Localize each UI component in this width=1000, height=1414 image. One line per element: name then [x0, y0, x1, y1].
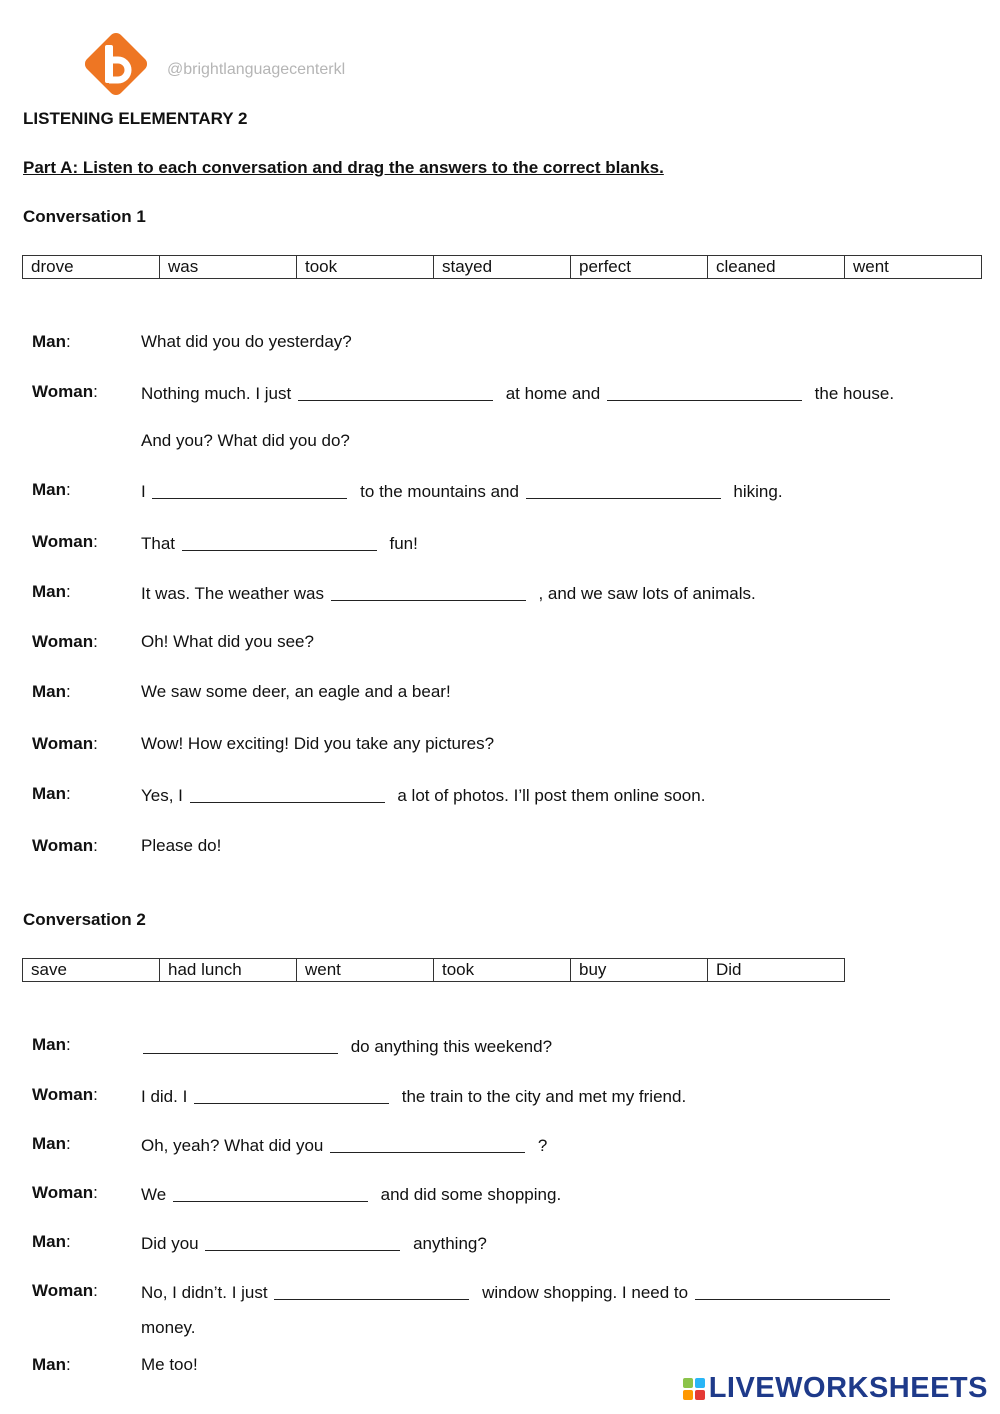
dialogue-line: What did you do yesterday?	[141, 332, 352, 351]
word-bank-item[interactable]: took	[434, 959, 571, 982]
answer-blank[interactable]	[331, 582, 526, 601]
word-bank-item[interactable]: cleaned	[708, 256, 845, 279]
dialogue-line: Wow! How exciting! Did you take any pictures?	[141, 734, 495, 753]
dialogue-line: Oh, yeah? What did you ?	[141, 1136, 548, 1155]
dialogue-line: We and did some shopping.	[141, 1185, 562, 1204]
word-bank-2	[22, 958, 845, 982]
answer-blank[interactable]	[205, 1232, 400, 1251]
speaker-label: Man:	[32, 1355, 71, 1374]
brand-logo-icon	[80, 28, 152, 100]
dialogue-line: No, I didn’t. I just window shopping. I need to	[141, 1281, 898, 1303]
word-bank-item[interactable]: buy	[571, 959, 708, 982]
dialogue-line: Yes, I a lot of photos. I’ll post them online soon.	[141, 786, 706, 805]
liveworksheets-logo	[682, 1372, 988, 1405]
answer-blank[interactable]	[298, 382, 493, 401]
dialogue-line: That fun!	[141, 534, 418, 553]
speaker-label: Man:	[32, 582, 71, 601]
speaker-label: Woman:	[32, 1085, 98, 1104]
dialogue-line: It was. The weather was , and we saw lots of animals.	[141, 584, 756, 603]
dialogue-line: money.	[141, 1318, 196, 1337]
speaker-label: Man:	[32, 784, 71, 803]
worksheet-title: LISTENING ELEMENTARY 2	[23, 109, 248, 128]
speaker-label: Woman:	[32, 1183, 98, 1202]
dialogue-line: do anything this weekend?	[141, 1035, 552, 1057]
speaker-label: Woman:	[32, 632, 98, 651]
speaker-label: Man:	[32, 1232, 71, 1251]
word-bank-item[interactable]: went	[845, 256, 982, 279]
answer-blank[interactable]	[190, 784, 385, 803]
conversation-2-heading: Conversation 2	[23, 910, 146, 929]
answer-blank[interactable]	[526, 480, 721, 499]
dialogue-line: Nothing much. I just at home and the house.	[141, 384, 895, 403]
liveworksheets-icon	[682, 1377, 706, 1401]
dialogue-line: I to the mountains and hiking.	[141, 482, 783, 501]
word-bank-item[interactable]: save	[23, 959, 160, 982]
answer-blank[interactable]	[330, 1134, 525, 1153]
answer-blank[interactable]	[182, 532, 377, 551]
speaker-label: Woman:	[32, 1281, 98, 1300]
dialogue-line: Please do!	[141, 836, 222, 855]
answer-blank[interactable]	[143, 1035, 338, 1054]
speaker-label: Woman:	[32, 836, 98, 855]
word-bank-1	[22, 255, 982, 279]
word-bank-item[interactable]: went	[297, 959, 434, 982]
answer-blank[interactable]	[194, 1085, 389, 1104]
social-handle: @brightlanguagecenterkl	[167, 61, 346, 78]
dialogue-line: Me too!	[141, 1355, 198, 1374]
speaker-label: Man:	[32, 1134, 71, 1153]
answer-blank[interactable]	[152, 480, 347, 499]
dialogue-line: Did you anything?	[141, 1234, 487, 1253]
dialogue-line: And you? What did you do?	[141, 431, 350, 450]
speaker-label: Woman:	[32, 734, 98, 753]
answer-blank[interactable]	[695, 1281, 890, 1300]
answer-blank[interactable]	[274, 1281, 469, 1300]
speaker-label: Man:	[32, 1035, 71, 1054]
part-a-instruction: Part A: Listen to each conversation and drag the answers to the correct blanks.	[23, 158, 664, 177]
word-bank-item[interactable]: had lunch	[160, 959, 297, 982]
word-bank-item[interactable]: drove	[23, 256, 160, 279]
word-bank-item[interactable]: perfect	[571, 256, 708, 279]
answer-blank[interactable]	[607, 382, 802, 401]
dialogue-line: Oh! What did you see?	[141, 632, 314, 651]
conversation-1-heading: Conversation 1	[23, 207, 146, 226]
answer-blank[interactable]	[173, 1183, 368, 1202]
speaker-label: Woman:	[32, 532, 98, 551]
speaker-label: Man:	[32, 332, 71, 351]
dialogue-line: We saw some deer, an eagle and a bear!	[141, 682, 451, 701]
dialogue-line: I did. I the train to the city and met my friend.	[141, 1087, 687, 1106]
word-bank-item[interactable]: stayed	[434, 256, 571, 279]
speaker-label: Woman:	[32, 382, 98, 401]
word-bank-item[interactable]: Did	[708, 959, 845, 982]
word-bank-item[interactable]: took	[297, 256, 434, 279]
speaker-label: Man:	[32, 682, 71, 701]
liveworksheets-wordmark: LIVEWORKSHEETS	[708, 1372, 988, 1404]
speaker-label: Man:	[32, 480, 71, 499]
word-bank-item[interactable]: was	[160, 256, 297, 279]
